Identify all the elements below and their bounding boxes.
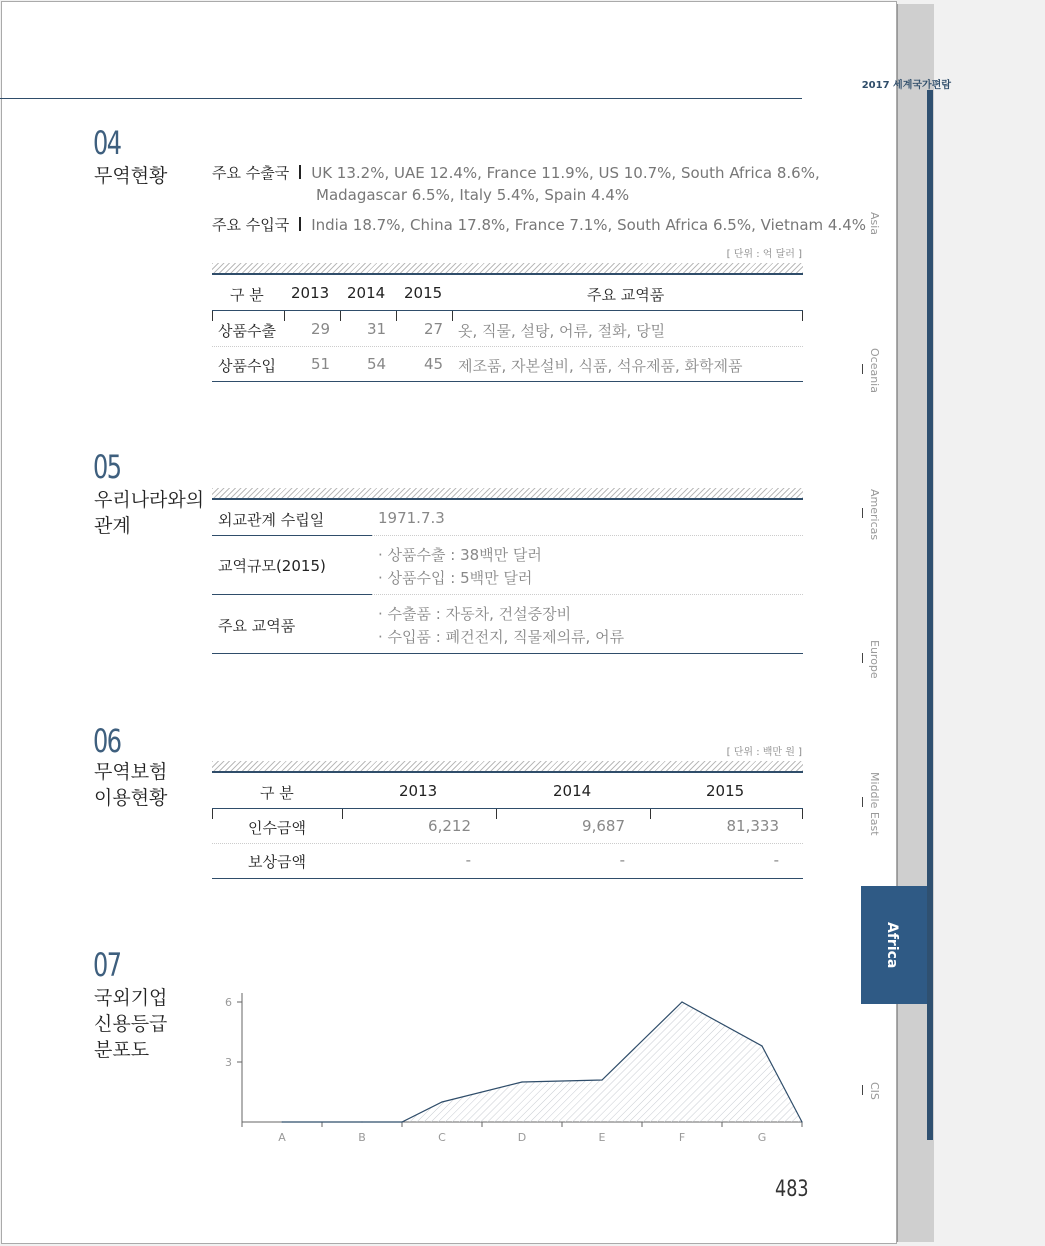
table-cell: 54 [367, 355, 387, 373]
row-label: 상품수출 [218, 322, 276, 340]
table-cell: - [773, 851, 779, 869]
section-title [94, 759, 167, 811]
table-header: 구 분 [230, 286, 264, 304]
side-tab-marker [862, 508, 863, 518]
y-tick-label: 3 [225, 1056, 232, 1069]
spine-edge [927, 90, 933, 1140]
side-tab-marker [862, 797, 863, 807]
column-tick [212, 809, 213, 819]
running-title: 2017 세계국가편람 [861, 80, 951, 91]
table-header: 2015 [404, 284, 443, 302]
side-tab-marker [862, 1085, 863, 1095]
import-countries-row [212, 214, 866, 235]
section-title [94, 487, 204, 539]
data-point [601, 1079, 602, 1080]
table-cell: · 상품수입 : 5백만 달러 [378, 569, 533, 587]
table-bottom-rule [212, 381, 803, 382]
table-cell: 81,333 [726, 817, 779, 835]
row-label: 주요 교역품 [218, 617, 296, 635]
x-tick-label: A [278, 1131, 286, 1144]
row-divider [212, 843, 803, 844]
export-countries-continued: Madagascar 6.5%, Italy 5.4%, Spain 4.4% [316, 186, 630, 204]
active-tab-label: Africa [884, 922, 900, 969]
data-point [401, 1121, 402, 1122]
section-number: 06 [93, 722, 121, 760]
section-number: 05 [93, 448, 121, 486]
side-tab-africa-active[interactable] [861, 886, 927, 1004]
section-title-line: 무역보험 [94, 761, 168, 783]
table-top-hatch [212, 263, 803, 275]
header-rule [0, 98, 802, 99]
side-tab-middle-east[interactable]: Middle East [868, 772, 881, 836]
table-cell: - [619, 851, 625, 869]
row-label: 교역규모(2015) [218, 557, 326, 575]
import-label: 주요 수입국 [212, 216, 290, 234]
side-tab-americas[interactable]: Americas [868, 489, 881, 541]
side-tab-marker [862, 364, 863, 374]
credit-rating-chart [200, 985, 810, 1145]
table-top-hatch [212, 761, 803, 773]
data-point [761, 1045, 762, 1046]
separator-bar [299, 165, 301, 179]
row-label: 인수금액 [248, 819, 306, 837]
data-point [681, 1001, 682, 1002]
table-header: 2014 [553, 782, 592, 800]
unit-label: [ 단위 : 억 달러 ] [726, 249, 802, 260]
table-cell: 29 [311, 320, 331, 338]
data-point [281, 1121, 282, 1122]
table-cell: 9,687 [582, 817, 625, 835]
y-tick-label: 6 [225, 996, 232, 1009]
row-label: 상품수입 [218, 357, 276, 375]
section-title-line: 분포도 [94, 1039, 150, 1061]
column-tick [340, 311, 341, 321]
table-header: 2013 [399, 782, 438, 800]
data-point [361, 1121, 362, 1122]
table-cell: - [465, 851, 471, 869]
x-tick-label: E [598, 1131, 606, 1144]
column-tick [496, 809, 497, 819]
table-header: 2013 [291, 284, 330, 302]
side-tab-oceania[interactable]: Oceania [868, 348, 881, 393]
section-number: 07 [93, 946, 121, 984]
section-title-line: 관계 [94, 515, 131, 537]
row-divider [212, 346, 803, 347]
data-point [521, 1081, 522, 1082]
x-tick-label: C [438, 1131, 446, 1144]
export-label: 주요 수출국 [212, 164, 290, 182]
table-header: 2015 [706, 782, 745, 800]
table-cell: 옷, 직물, 설탕, 어류, 절화, 당밀 [458, 322, 666, 340]
table-bottom-rule [212, 653, 803, 654]
table-cell: 제조품, 자본설비, 식품, 석유제품, 화학제품 [458, 357, 743, 375]
column-tick [212, 311, 213, 321]
column-tick [342, 809, 343, 819]
row-label: 외교관계 수립일 [218, 511, 325, 529]
column-tick [396, 311, 397, 321]
x-tick-label: F [678, 1131, 686, 1144]
table-cell: 45 [424, 355, 444, 373]
export-countries-value: UK 13.2%, UAE 12.4%, France 11.9%, US 10.7%, South Africa 8.6%, [311, 164, 820, 182]
table-bottom-rule [212, 878, 803, 879]
x-tick-label: D [517, 1131, 527, 1144]
page-number: 483 [775, 1177, 809, 1202]
row-divider [372, 535, 803, 536]
side-tab-asia[interactable]: Asia [868, 212, 881, 236]
section-title-line: 국외기업 [94, 987, 168, 1009]
section-title-line: 이용현황 [94, 787, 168, 809]
separator-bar [299, 217, 301, 231]
table-cell: 1971.7.3 [378, 509, 445, 527]
unit-label: [ 단위 : 백만 원 ] [726, 747, 802, 758]
table-header: 주요 교역품 [587, 286, 665, 304]
column-tick [650, 809, 651, 819]
row-label: 보상금액 [248, 853, 306, 871]
table-cell: 51 [311, 355, 331, 373]
label-rule [212, 594, 372, 595]
column-tick [802, 311, 803, 321]
table-header: 2014 [347, 284, 386, 302]
side-tab-marker [862, 653, 863, 663]
side-tab-europe[interactable]: Europe [868, 640, 881, 679]
header-rule [212, 310, 803, 311]
column-tick [802, 809, 803, 819]
data-point [801, 1121, 802, 1122]
table-cell: 31 [367, 320, 387, 338]
row-divider [372, 594, 803, 595]
table-top-hatch [212, 488, 803, 500]
import-countries-value: India 18.7%, China 17.8%, France 7.1%, South Africa 6.5%, Vietnam 4.4% [311, 216, 867, 234]
column-tick [452, 311, 453, 321]
column-tick [284, 311, 285, 321]
side-tab-cis[interactable]: CIS [868, 1082, 881, 1100]
section-title: 무역현황 [94, 165, 168, 187]
table-cell: 6,212 [428, 817, 471, 835]
section-title [94, 985, 167, 1063]
section-title-line: 우리나라와의 [94, 489, 205, 511]
table-cell: · 수출품 : 자동차, 건설중장비 [378, 605, 572, 623]
data-point [441, 1101, 442, 1102]
header-rule [212, 808, 803, 809]
area-fill [282, 1002, 802, 1122]
export-countries-row [212, 162, 820, 183]
section-number: 04 [93, 124, 121, 162]
x-tick-label: G [757, 1131, 767, 1144]
table-header: 구 분 [260, 784, 294, 802]
table-cell: 27 [424, 320, 444, 338]
table-cell: · 상품수출 : 38백만 달러 [378, 546, 542, 564]
x-tick-label: B [358, 1131, 366, 1144]
table-cell: · 수입품 : 폐건전지, 직물제의류, 어류 [378, 628, 625, 646]
label-rule [212, 535, 372, 536]
section-title-line: 신용등급 [94, 1013, 168, 1035]
